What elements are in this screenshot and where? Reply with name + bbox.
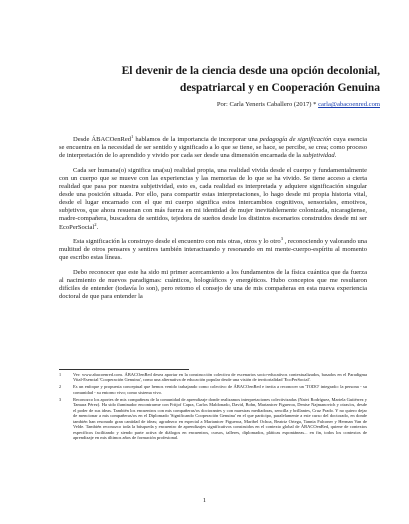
footnote-separator (59, 369, 189, 370)
paragraph-2 (59, 167, 367, 232)
title-line-1: El devenir de la ciencia desde una opción decolonial, (121, 64, 380, 77)
footnote-text: Es un enfoque y propuesta conceptual que hemos venido trabajando como colectivo de ÁBACOenRed e invita a reconocer un 'TODO' integrado: la persona - su comunidad - su entorno vivo; como sistema vivo. (73, 384, 367, 395)
paragraph-3-text: Esta significación la construyo desde el encuentro con mis otras, otros y lo otro (73, 238, 281, 246)
paragraph-1-text-b: hablamos de la importancia de incorporar una (133, 136, 260, 143)
footnotes (59, 369, 367, 442)
paragraph-3 (59, 238, 367, 262)
footnote-3 (59, 397, 367, 441)
page-number: 1 (202, 497, 207, 504)
paragraph-1-text: Desde ÁBACOenRed (73, 136, 132, 143)
document-title (60, 62, 380, 96)
footnote-1 (59, 372, 367, 383)
paragraph-2-text: Cada ser humana(o) significa una(su) realidad propia, una realidad vivida desde el cuerpo y fundamentalmente con un cuerpo que se mueve con las experiencias y las memorias de lo que se ha vivido. Se tiene acceso a cierta realidad que pasa por nuestra subjetividad, esto es, cada realidad es interpretada y adquiere significación singular desde una posición situada. Por ello, para compartir estas interpretaciones, lo hago desde mi propia historia vital, desde el lugar encarnado con el que mi cuerpo significa estos intercambios cognitivos, sensoriales, emotivos, subjetivos, que ahora resuenan con más fuerza en mi identidad de mujer inevitablemente colonizada, nicaragüense, madre-compañera, buscadora de sentidos, tejedora de sueños desde los distintos escenarios construidos desde mi ser EcoPerSocial (59, 166, 367, 231)
footnote-text: Ver: www.abacoenred.com. ÁBACOenRed desea aportar en la construcción colectiva de escenarios socio-educativos contextualizados, basados en el Paradigma Vital-Esencial 'Cooperación Genuina', como una alternativa de educación popular desde una visión de territorialidad 'EcoPerSocial'. (73, 372, 367, 383)
author-email-link[interactable]: carla@abacoenred.com (318, 101, 380, 108)
paragraph-1-text-c: cuya esencia se encuentra en la necesidad de ser sentido y significado a lo que se tiene, se hace, se percibe, se crea; como proceso de interpretación de lo aprendido y vivido por cada ser desde una dimensión encarnada de la (59, 136, 367, 160)
title-line-2: despatriarcal y en Cooperación Genuina (179, 81, 380, 94)
footnote-number: 3 (59, 396, 62, 402)
footnote-2 (59, 384, 367, 395)
footnote-ref-3[interactable]: 3 (280, 236, 283, 242)
author-byline (60, 101, 380, 108)
footnote-text: Reconozco los aportes de mis compañeras de la comunidad de aprendizaje donde realizamos interpretaciones colectivizadas (Naivi Rodríguez, Mariela Gutiérrez y Tamara Pérez). Ha sido iluminador encontrarme con Fritjof Capra, Carlos Maldonado, David, Bohn, Marianicer Figueroa, Denise Najmanovich y otras/os, desde el poder de sus ideas. También los encuentros con mis compañeras/os doctorantes y con maestras mediadoras, sencilla y brillantes, Cruz Prado. Y no quiero dejar de mencionar a mis compañeras/os en el Diplomado 'Significando Cooperación Genuina' en el que participo, paralelamente a este curso del doctorado, en donde también han resonado gran cantidad de ideas; agradezco en especial a Marianicer Figueroa, Maribel Ochoa, Beatriz Ortega, Tannia Falconer y Herman Van de Velde. También reconozco toda la búsqueda y encuentro de aprendizajes significativos construidos en el contexto global de ÁBACOenRed, quiene de contextos específicos facilitando y siendo parte activa de diálogos en encuentros, cursos, talleres, diplomados, pláticas espontáneas... en fin, todos los contextos de aprendizaje en mis últimos años de formación profesional. (73, 396, 367, 440)
paragraph-3-text-b: , reconociendo y valorando una multitud de otros pensares y sentires también interactuando y resonando en mi mente-cuerpo-espíritu al momento que escribo estas líneas. (59, 238, 367, 262)
footnote-number: 2 (59, 384, 62, 390)
footnote-ref-1[interactable]: 1 (131, 134, 134, 139)
paragraph-1-text-d: . (334, 152, 337, 160)
author-name: Por: Carla Yeneris Caballero (2017) * (216, 101, 317, 108)
emphasis-pedagogia: pedagogía de significación (259, 136, 332, 143)
footnote-number: 1 (59, 372, 62, 377)
emphasis-subjetividad: subjetividad (302, 152, 335, 160)
footnote-ref-2[interactable]: 2 (94, 221, 97, 227)
paragraph-2-end: . (96, 223, 99, 231)
body-text (59, 136, 367, 308)
paragraph-1 (59, 136, 367, 160)
paragraph-4: Debo reconocer que este ha sido mi primer acercamiento a los fundamentos de la física cuántica que da fuerza al nacimiento de nuevos paradigmas: cuánticos, holográficos y energéticos. Hubo conceptos que me resultaron difíciles de entender (todavía lo son), pero retomo el consejo de una de mis compañeras en esta nueva experiencia doctoral de que para entender la (59, 269, 367, 301)
